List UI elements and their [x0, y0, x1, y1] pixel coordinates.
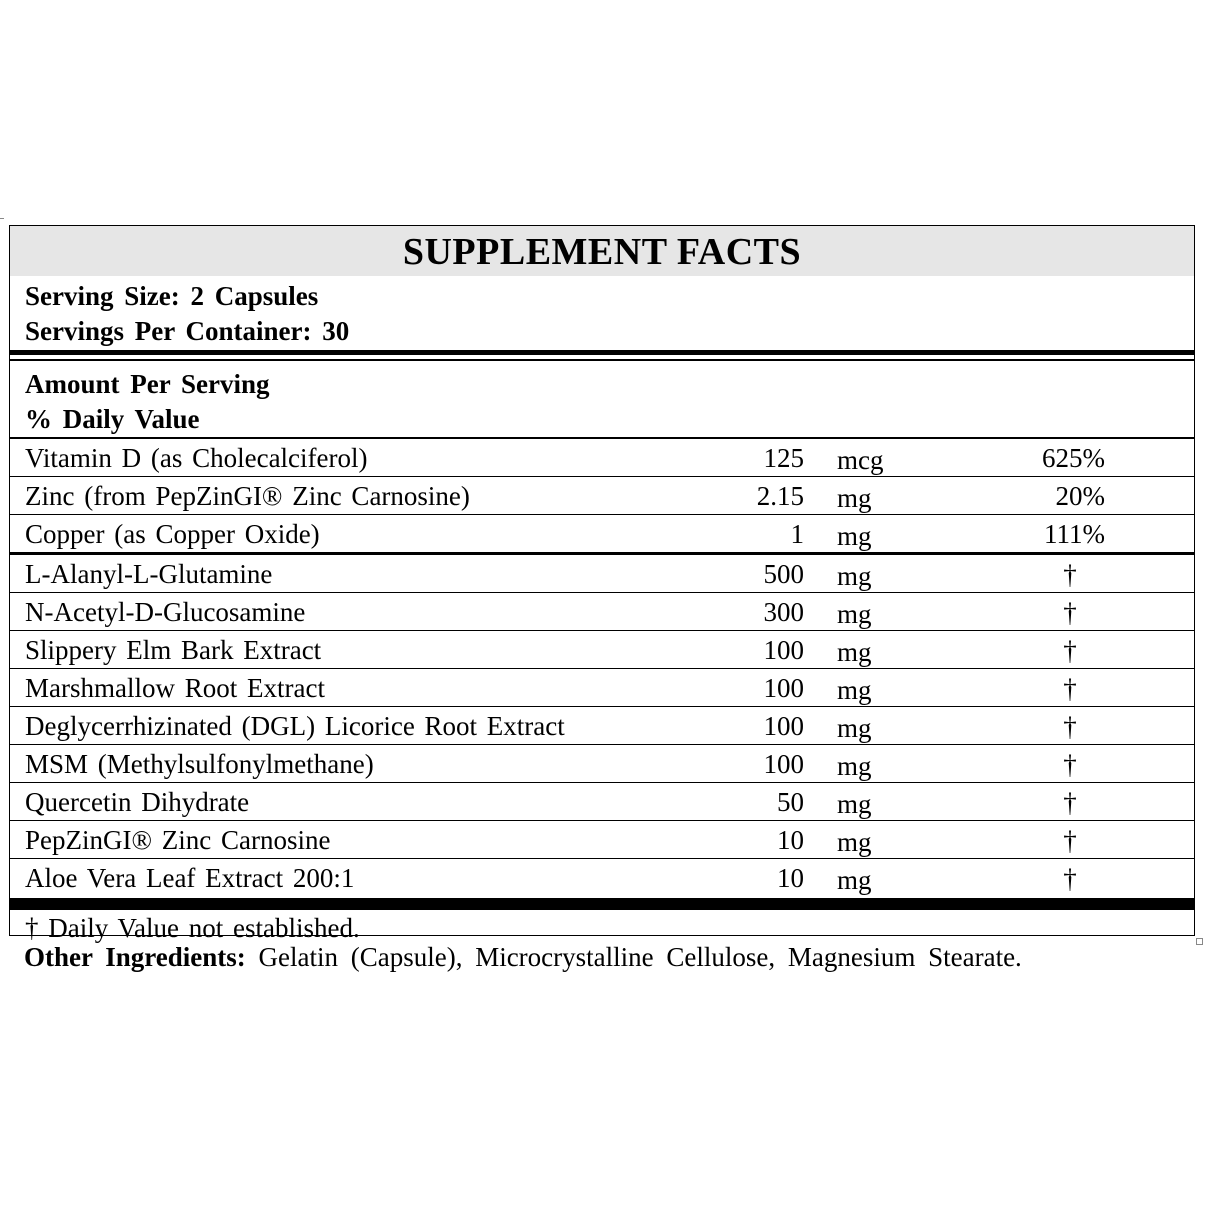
amount-per-serving-label: Amount Per Serving — [25, 369, 270, 399]
ingredient-row — [10, 593, 1194, 631]
serving-size: Serving Size: 2 Capsules — [25, 281, 319, 311]
servings-per-container: Servings Per Container: 30 — [25, 316, 350, 346]
nutrient-unit: mg — [837, 521, 872, 551]
ingredient-amount: 100 — [763, 749, 804, 779]
serving-info — [10, 276, 1194, 347]
nutrient-row — [10, 439, 1194, 477]
dagger-mark: † — [1063, 788, 1077, 818]
dagger-mark: † — [1063, 750, 1077, 780]
nutrient-unit: mg — [837, 483, 872, 513]
dagger-mark: † — [1063, 674, 1077, 704]
ingredient-amount: 300 — [763, 597, 804, 627]
ingredient-row — [10, 821, 1194, 859]
ingredient-unit: mg — [837, 599, 872, 629]
ingredient-row — [10, 631, 1194, 669]
nutrient-amount: 125 — [763, 443, 804, 473]
ingredient-rows — [10, 555, 1194, 896]
vitamin-rows — [10, 439, 1194, 552]
ingredient-name: Slippery Elm Bark Extract — [25, 635, 322, 665]
ingredient-unit: mg — [837, 827, 872, 857]
ingredient-amount: 50 — [777, 787, 804, 817]
nutrient-row — [10, 515, 1194, 552]
supplement-facts-panel — [9, 225, 1195, 943]
dagger-mark: † — [1063, 560, 1077, 590]
ingredient-unit: mg — [837, 561, 872, 591]
ingredient-name: MSM (Methylsulfonylmethane) — [25, 749, 374, 779]
other-ingredients — [24, 939, 1022, 976]
panel-title: SUPPLEMENT FACTS — [10, 226, 1194, 276]
nutrient-unit: mcg — [837, 445, 884, 475]
daily-value-label: % Daily Value — [25, 404, 200, 434]
ingredient-row — [10, 669, 1194, 707]
ingredient-name: L-Alanyl-L-Glutamine — [25, 559, 273, 589]
nutrient-amount: 2.15 — [756, 481, 804, 511]
ingredient-row — [10, 707, 1194, 745]
other-ingredients-label: Other Ingredients: — [24, 942, 246, 972]
bottom-thick-divider — [10, 898, 1194, 910]
ingredient-amount: 10 — [777, 863, 804, 893]
nutrient-row — [10, 477, 1194, 515]
ingredient-amount: 100 — [763, 673, 804, 703]
nutrient-daily-value: 111% — [1044, 519, 1105, 549]
ingredient-name: N-Acetyl-D-Glucosamine — [25, 597, 306, 627]
ingredient-name: Marshmallow Root Extract — [25, 673, 325, 703]
ingredient-name: Aloe Vera Leaf Extract 200:1 — [25, 863, 355, 893]
ingredient-row — [10, 783, 1194, 821]
footnote: † Daily Value not established. — [25, 913, 360, 943]
ingredient-unit: mg — [837, 675, 872, 705]
dagger-mark: † — [1063, 636, 1077, 666]
ingredient-row — [10, 859, 1194, 896]
ingredient-unit: mg — [837, 637, 872, 667]
nutrient-name: Copper (as Copper Oxide) — [25, 519, 320, 549]
ingredient-unit: mg — [837, 713, 872, 743]
dagger-mark: † — [1063, 826, 1077, 856]
nutrient-daily-value: 625% — [1042, 443, 1105, 473]
ingredient-unit: mg — [837, 865, 872, 895]
ingredient-unit: mg — [837, 751, 872, 781]
nutrient-daily-value: 20% — [1055, 481, 1105, 511]
dagger-mark: † — [1063, 712, 1077, 742]
ingredient-amount: 100 — [763, 635, 804, 665]
corner-marker-bottom-right — [1196, 938, 1203, 945]
amount-header — [10, 361, 1194, 439]
ingredient-amount: 100 — [763, 711, 804, 741]
ingredient-unit: mg — [837, 789, 872, 819]
ingredient-name: Quercetin Dihydrate — [25, 787, 250, 817]
ingredient-name: PepZinGI® Zinc Carnosine — [25, 825, 331, 855]
nutrient-name: Zinc (from PepZinGI® Zinc Carnosine) — [25, 481, 470, 511]
dagger-mark: † — [1063, 598, 1077, 628]
ingredient-row — [10, 745, 1194, 783]
other-ingredients-text: Gelatin (Capsule), Microcrystalline Cellulose, Magnesium Stearate. — [245, 942, 1022, 972]
ingredient-amount: 10 — [777, 825, 804, 855]
nutrient-name: Vitamin D (as Cholecalciferol) — [25, 443, 368, 473]
corner-marker-top-left — [0, 218, 4, 219]
nutrient-amount: 1 — [790, 519, 804, 549]
ingredient-amount: 500 — [763, 559, 804, 589]
ingredient-name: Deglycerrhizinated (DGL) Licorice Root Extract — [25, 711, 565, 741]
dagger-mark: † — [1063, 864, 1077, 894]
ingredient-row — [10, 555, 1194, 593]
